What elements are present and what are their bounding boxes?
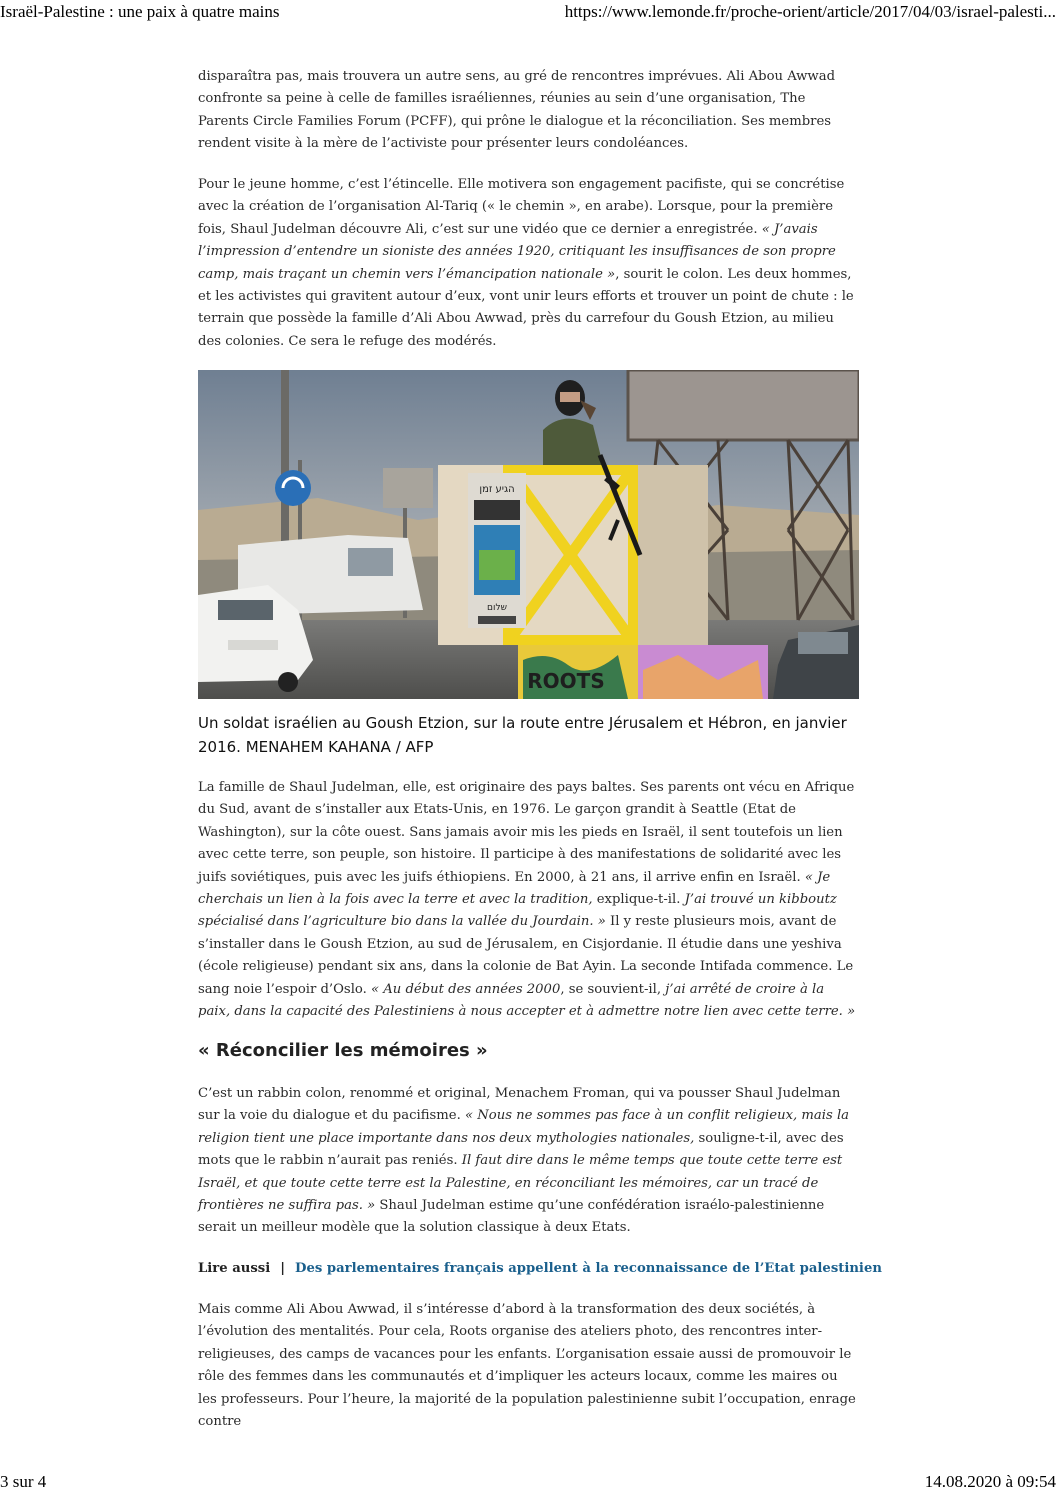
quote-text: j’ai arrêté de croire à la paix, dans la capacité des Palestiniens à nous accepter et à admettre notre lien avec cette terre. » [198, 981, 856, 1020]
quote-text: « Nous ne sommes pas face à un conflit religieux, mais la religion tient une place importante dans nos deux mythologies nationales, [198, 1108, 850, 1146]
paragraph-text: , sourit le colon. Les deux hommes, et les activistes qui gravitent autour d’eux, vont unir leurs efforts et trouver un point de chute : le terrain que possède la famille d’Ali Abou Awwad, près du carrefour du Goush Etzion, au milieu des colonies. Ce sera le refuge des modérés. [198, 266, 854, 349]
paragraph-text: Il y reste plusieurs mois, avant de s’installer dans le Goush Etzion, au sud de Jérusalem, en Cisjordanie. Il étudie dans une yeshiva (école religieuse) pendant six ans, dans la colonie de Bat Ayin. La seconde Intifada commence. Le sang noie l’espoir d’Oslo. [198, 914, 854, 997]
paragraph-text: Pour le jeune homme, c’est l’étincelle. Elle motivera son engagement pacifiste, qui se concrétise avec la création de l’organisation Al-Tariq (« le chemin », en arabe). Lorsque, pour la première fois, Shaul Judelman découvre Ali, c’est sur une vidéo que ce dernier a enregistrée. [198, 177, 845, 237]
article-paragraph-4 [198, 1083, 860, 1240]
article-paragraph-1 [198, 66, 860, 156]
paragraph-text: disparaîtra pas, mais trouvera un autre sens, au gré de rencontres imprévues. Ali Abou Awwad confronte sa peine à celle de familles israéliennes, réunies au sein d’une organisation, The Parents Circle Families Forum (PCFF), qui prône le dialogue et la réconciliation. Ses membres rendent visite à la mère de l’activiste pour présenter leurs condoléances. [198, 69, 836, 152]
article-paragraph-2 [198, 174, 860, 353]
paragraph-text: C’est un rabbin colon, renommé et original, Menachem Froman, qui va pousser Shaul Judelman sur la voie du dialogue et du pacifisme. [198, 1086, 841, 1124]
article-paragraph-3 [198, 777, 860, 1023]
poster-heading-text: הגיע זמן [479, 484, 515, 495]
read-also-block [198, 1261, 882, 1276]
paragraph-text: Mais comme Ali Abou Awwad, il s’intéresse d’abord à la transformation des deux sociétés, à l’évolution des mentalités. Pour cela, Roots organise des ateliers photo, des rencontres inter-religieuses, des camps de vacances pour les enfants. L’organisation essaie aussi de promouvoir le rôle des femmes dans les communautés et d’impliquer les acteurs locaux, comme les maires ou les professeurs. Pour l’heure, la majorité de la population palestinienne subit l’occupation, enrage contre [198, 1302, 856, 1430]
quote-text: Il faut dire dans le même temps que toute cette terre est Israël, et que toute cette terre est la Palestine, en réconciliant les mémoires, car un tracé de frontières ne suffira pas. » [198, 1153, 843, 1214]
page-header-url: https://www.lemonde.fr/proche-orient/article/2017/04/03/israel-palesti... [564, 2, 1056, 21]
paragraph-text: souligne-t-il, avec des mots que le rabbin n’aurait pas reniés. [198, 1130, 844, 1169]
read-also-link[interactable]: Des parlementaires français appellent à la reconnaissance de l’Etat palestinien [295, 1261, 882, 1276]
article-photo [198, 370, 859, 699]
poster-peace-text: שלום [487, 603, 507, 613]
article-paragraph-5 [198, 1299, 860, 1433]
read-also-separator: | [280, 1261, 286, 1276]
quote-text: J’ai trouvé un kibboutz spécialisé dans l’agriculture bio dans la vallée du Jourdain. » [198, 892, 837, 930]
section-subheading: « Réconcilier les mémoires » [198, 1040, 488, 1061]
paragraph-text: explique-t-il. [592, 892, 685, 908]
paragraph-text: , se souvient-il, [560, 981, 666, 997]
photo-caption: Un soldat israélien au Goush Etzion, sur la route entre Jérusalem et Hébron, en janvier 2016. MENAHEM KAHANA / AFP [198, 714, 847, 756]
graffiti-text: ROOTS [527, 669, 605, 693]
paragraph-text: Shaul Judelman estime qu’une confédération israélo-palestinienne serait un meilleur modèle que la solution classique à deux Etats. [198, 1198, 825, 1236]
quote-text: « J’avais l’impression d’entendre un sioniste des années 1920, critiquant les insuffisances de son propre camp, mais traçant un chemin vers l’émancipation nationale » [198, 221, 836, 282]
page-header-title: Israël-Palestine : une paix à quatre mains [0, 2, 280, 21]
paragraph-text: La famille de Shaul Judelman, elle, est originaire des pays baltes. Ses parents ont vécu en Afrique du Sud, avant de s’installer aux Etats-Unis, en 1976. Le garçon grandit à Seattle (Etat de Washington), sur la côte ouest. Sans jamais avoir mis les pieds en Israël, il sent toutefois un lien avec cette terre, son peuple, son histoire. Il participe à des manifestations de solidarité avec les juifs soviétiques, puis avec les juifs éthiopiens. En 2000, à 21 ans, il arrive enfin en Israël. [198, 780, 855, 885]
read-also-label: Lire aussi [198, 1261, 271, 1276]
quote-text: « Je cherchais un lien à la fois avec la terre et avec la tradition, [198, 869, 831, 908]
page-footer-page-number: 3 sur 4 [0, 1472, 47, 1491]
page-footer-datetime: 14.08.2020 à 09:54 [924, 1472, 1056, 1491]
quote-text: « Au début des années 2000 [371, 981, 561, 997]
